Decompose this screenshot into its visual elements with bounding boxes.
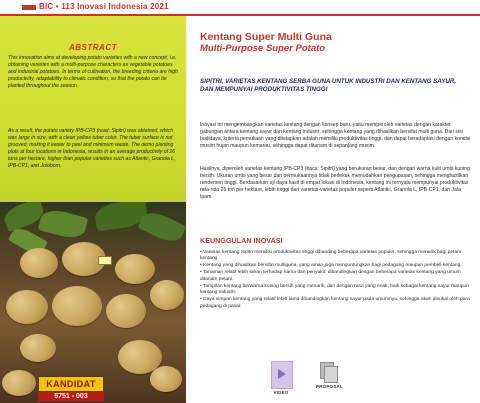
leaf-shape	[38, 206, 89, 241]
page-header	[0, 0, 480, 16]
potato-shape	[52, 286, 102, 326]
leaf-shape	[137, 208, 186, 247]
play-icon	[278, 369, 286, 379]
abstract-title: ABSTRACT	[69, 43, 117, 52]
page-title: Kentang Super Multi Guna	[200, 31, 332, 43]
potato-shape	[150, 366, 182, 392]
potato-shape	[115, 254, 155, 284]
video-thumbnail	[271, 361, 293, 389]
candidate-badge	[38, 376, 104, 401]
proposal-link[interactable]	[316, 361, 343, 391]
body-paragraph-2: Hasilnya, diperoleh varietas kentang IPB-CP3 (baca: Sipitri) yang berukuran besar, dan dengan warna kulit umbi kuning bersih. Ukuran umbi yang besar dan permukaannya tidak berlekuk memudahkan pengupasan, sehingga menghasilkan rendemen tinggi. Berdasarkan uji daya hasil di empat lokasi di Indonesia, kentang ini ternyata mempunyai produktivitas rata-rata 26 ton per hektare, lebih tinggi dari varietas-varietas populer seperti Atlantic, Granola L, IPB-CP1, dan Jala Ipam.	[200, 166, 470, 200]
potato-shape	[20, 248, 58, 278]
list-item: • Kentang yang dihasilkan bersifat multiguna, yang aman juga menguntungkan bagi pedagang maupun pembeli kentang.	[200, 263, 462, 269]
page-subtitle: SIPITRI, VARIETAS KENTANG SERBA GUNA UNTUK INDUSTRI DAN KENTANG SAYUR, DAN MEMPUNYAI PRODUKTIVITAS TINGGI	[200, 78, 457, 94]
header-mark	[22, 5, 36, 10]
list-item: • Tampilan kentang berwarna kuning bersih yang menarik, dan dengan rasa yang enak, baik sebagai kentang sayur maupun kentang industri.	[200, 283, 469, 296]
proposal-label: PROPOSAL	[316, 384, 343, 389]
list-item: • Varietas kentang Sipitri memiliki produktivitas tinggi dibanding beberapa varietas populer, sehingga menarik bagi petani kentang.	[200, 250, 461, 262]
badge-code: 5751 - 003	[38, 392, 104, 401]
potato-shape	[20, 334, 56, 362]
abstract-paragraph-1: This innovation aims at developing potato varieties with a new concept, i.e. obtaining varieties with a multi-purpose characters as vegetable potatoes and industrial potatoes. In terms of cultivation, the breeding criteria are high productivity, adaptability to climatic condition, so that the potato can be planted throughout the season.	[8, 55, 178, 89]
document-icon	[317, 361, 339, 383]
potato-shape	[150, 280, 184, 310]
potato-shape	[6, 290, 48, 324]
abstract-panel	[0, 16, 186, 231]
list-item: • Tanaman relatif lebih tahan terhadap hama dan penyakit, dibandingkan dengan beberapa varietas kentang yang umum ditanam petani.	[200, 270, 461, 282]
video-label: VIDEO	[273, 390, 289, 395]
potato-shape	[2, 370, 36, 396]
left-column	[0, 16, 186, 403]
potato-photo	[0, 202, 186, 403]
advantages-title: KEUNGGULAN INOVASI	[200, 236, 283, 245]
list-item: • Daya simpan kentang yang relatif lebih lama dibandingkan kentang sayur pada umumnya, sehingga akan disukai oleh para pedagang di pasar.	[200, 297, 470, 309]
advantages-list	[200, 250, 476, 311]
page-title-english: Multi-Purpose Super Potato	[200, 43, 326, 54]
body-paragraph-1: Inovasi ini mengembangkan varietas kentang dengan konsep baru, yaitu memperoleh varietas dengan karakter gabungan antara kentang sayur dan kentang industri, sehingga kentang yang dihasilkan bersifat multi guna. Dari sisi budidaya, kriteria pemuliaan yang ditetapkan adalah memiliki produktivitas tinggi, dan dapat beradaptasi dengan kondisi musim hujan maupun kemarau, sehingga dapat ditanam di sepanjang musim.	[200, 122, 471, 149]
video-link[interactable]	[271, 361, 291, 395]
right-column	[200, 16, 472, 403]
header-text: BIC • 113 Inovasi Indonesia 2021	[39, 2, 169, 11]
plant-label-tag	[98, 256, 112, 265]
potato-shape	[106, 294, 146, 328]
badge-name: KANDIDAT	[38, 376, 104, 392]
abstract-paragraph-2: As a result, the potato variety IPB-CP3 (read: Sipitri) was obtained, which was large in size, with a clean yellow tuber color. The tuber surface is not grooved, making it easier to peel and minimum waste. The demo planting plots at four locations in Indonesia, results in an average productivity of 26 tons per hectare, higher than popular varieties such as Atlantic, Granola L, IPB-CP1, and Joloborn.	[8, 128, 176, 169]
document-sheet	[324, 366, 338, 383]
